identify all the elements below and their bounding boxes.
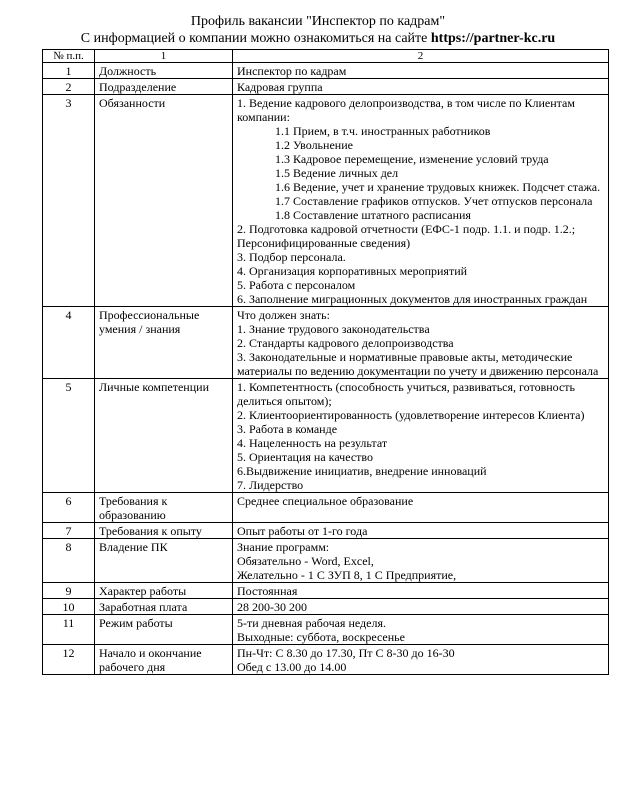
row-value <box>233 615 609 645</box>
value-line: 1.5 Ведение личных дел <box>275 166 399 180</box>
row-label: Начало и окончание рабочего дня <box>95 645 233 675</box>
value-line: Опыт работы от 1-го года <box>237 524 368 538</box>
value-line: 28 200-30 200 <box>237 600 307 614</box>
row-label: Подразделение <box>95 79 233 95</box>
value-line: Выходные: суббота, воскресенье <box>237 630 405 644</box>
value-line: Знание программ: <box>237 540 330 554</box>
value-line: 1.1 Прием, в т.ч. иностранных работников <box>275 124 491 138</box>
row-value <box>233 79 609 95</box>
row-number: 2 <box>43 79 95 95</box>
value-line: Желательно - 1 С ЗУП 8, 1 С Предприятие, <box>237 568 457 582</box>
value-line: Инспектор по кадрам <box>237 64 347 78</box>
value-line: Обязательно - Word, Excel, <box>237 554 374 568</box>
row-number: 4 <box>43 307 95 379</box>
row-label: Требования к опыту <box>95 523 233 539</box>
table-row <box>43 493 609 523</box>
value-line: 4. Организация корпоративных мероприятий <box>237 264 468 278</box>
document-title: Профиль вакансии "Инспектор по кадрам" <box>190 14 446 29</box>
row-label: Владение ПК <box>95 539 233 583</box>
row-number: 6 <box>43 493 95 523</box>
header-col2: 2 <box>233 50 609 63</box>
table-row <box>43 645 609 675</box>
company-website-link[interactable]: https://partner-kc.ru <box>430 31 556 46</box>
row-number: 7 <box>43 523 95 539</box>
value-line: 1.8 Составление штатного расписания <box>275 208 471 222</box>
value-line: 3. Работа в команде <box>237 422 338 436</box>
table-row <box>43 599 609 615</box>
row-label: Характер работы <box>95 583 233 599</box>
value-line: 1.7 Составление графиков отпусков. Учет отпусков персонала <box>275 194 593 208</box>
value-line: Постоянная <box>237 584 298 598</box>
row-value <box>233 307 609 379</box>
value-line: 6. Заполнение миграционных документов для иностранных граждан <box>237 292 588 306</box>
value-line: Пн-Чт: С 8.30 до 17.30, Пт С 8-30 до 16-30 <box>237 646 455 660</box>
value-line: 3. Законодательные и нормативные правовые акты, методические материалы по ведению документации по учету и движению персонала <box>237 350 599 378</box>
table-row <box>43 615 609 645</box>
row-value <box>233 63 609 79</box>
row-value <box>233 493 609 523</box>
row-value <box>233 539 609 583</box>
table-row <box>43 583 609 599</box>
value-line: 2. Стандарты кадрового делопроизводства <box>237 336 454 350</box>
value-line: 5. Ориентация на качество <box>237 450 373 464</box>
value-line: 1. Знание трудового законодательства <box>237 322 430 336</box>
value-line: 6.Выдвижение инициатив, внедрение инноваций <box>237 464 487 478</box>
value-line: 4. Нацеленность на результат <box>237 436 388 450</box>
value-line: 1.6 Ведение, учет и хранение трудовых книжек. Подсчет стажа. <box>275 180 601 194</box>
row-label: Режим работы <box>95 615 233 645</box>
document-subtitle <box>0 31 636 47</box>
row-number: 9 <box>43 583 95 599</box>
table-row <box>43 379 609 493</box>
table-row <box>43 307 609 379</box>
value-line: 1.2 Увольнение <box>275 138 353 152</box>
value-line: 2. Подготовка кадровой отчетности (ЕФС-1 подр. 1.1. и подр. 1.2.; Персонифицированные сведения) <box>237 222 576 250</box>
row-value <box>233 95 609 307</box>
header-col1: 1 <box>95 50 233 63</box>
row-value <box>233 379 609 493</box>
value-line: Обед с 13.00 до 14.00 <box>237 660 347 674</box>
value-line: Среднее специальное образование <box>237 494 414 508</box>
row-value <box>233 523 609 539</box>
row-label: Обязанности <box>95 95 233 307</box>
value-line: 5-ти дневная рабочая неделя. <box>237 616 386 630</box>
row-value <box>233 645 609 675</box>
table-row <box>43 63 609 79</box>
row-number: 8 <box>43 539 95 583</box>
value-line: 3. Подбор персонала. <box>237 250 346 264</box>
table-row <box>43 523 609 539</box>
value-line: 1. Ведение кадрового делопроизводства, в том числе по Клиентам компании: <box>237 96 575 124</box>
table-row <box>43 539 609 583</box>
row-number: 3 <box>43 95 95 307</box>
row-number: 5 <box>43 379 95 493</box>
row-value <box>233 599 609 615</box>
row-label: Профессиональные умения / знания <box>95 307 233 379</box>
row-number: 1 <box>43 63 95 79</box>
table-header-row <box>43 50 609 63</box>
row-number: 11 <box>43 615 95 645</box>
row-label: Личные компетенции <box>95 379 233 493</box>
vacancy-profile-table <box>42 49 609 675</box>
table-row <box>43 79 609 95</box>
value-line: 1.3 Кадровое перемещение, изменение условий труда <box>275 152 549 166</box>
row-number: 12 <box>43 645 95 675</box>
header-num: № п.п. <box>43 50 95 63</box>
table-row <box>43 95 609 307</box>
value-line: 5. Работа с персоналом <box>237 278 356 292</box>
value-line: 7. Лидерство <box>237 478 304 492</box>
row-label: Заработная плата <box>95 599 233 615</box>
row-label: Требования к образованию <box>95 493 233 523</box>
subtitle-text: С информацией о компании можно ознакомиться на сайте <box>80 31 431 46</box>
row-value <box>233 583 609 599</box>
value-line: Что должен знать: <box>237 308 330 322</box>
value-line: Кадровая группа <box>237 80 323 94</box>
row-label: Должность <box>95 63 233 79</box>
value-line: 1. Компетентность (способность учиться, развиваться, готовность делиться опытом); <box>237 380 575 408</box>
value-line: 2. Клиентоориентированность (удовлетворение интересов Клиента) <box>237 408 585 422</box>
row-number: 10 <box>43 599 95 615</box>
